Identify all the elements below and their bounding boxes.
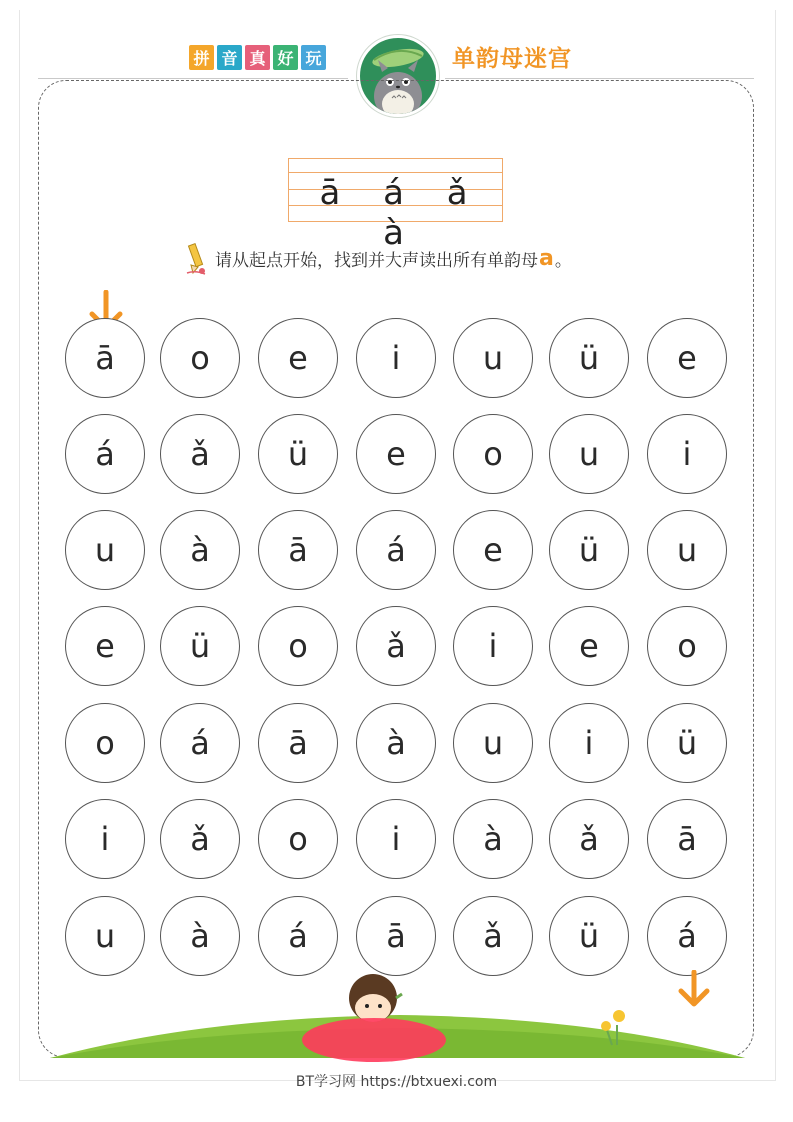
title-badge: 音 — [217, 45, 242, 70]
maze-cell[interactable]: o — [65, 703, 145, 783]
maze-cell[interactable]: u — [453, 703, 533, 783]
maze-cell[interactable]: ü — [647, 703, 727, 783]
maze-cell[interactable]: o — [647, 606, 727, 686]
maze-cell[interactable]: á — [258, 896, 338, 976]
instruction-highlight: a — [539, 245, 554, 271]
page-title: 单韵母迷宫 — [452, 46, 572, 72]
maze-cell[interactable]: o — [453, 414, 533, 494]
footer-url: BT学习网 https://btxuexi.com — [295, 1074, 498, 1090]
instruction-text: 请从起点开始，找到并大声读出所有单韵母 — [215, 250, 538, 271]
maze-cell[interactable]: á — [65, 414, 145, 494]
header-divider-left — [38, 78, 348, 79]
header-badges — [189, 45, 326, 70]
maze-cell[interactable]: ǎ — [453, 896, 533, 976]
maze-cell[interactable]: o — [258, 799, 338, 879]
maze-cell[interactable]: à — [356, 703, 436, 783]
title-badge: 好 — [273, 45, 298, 70]
tone-box — [288, 158, 503, 253]
maze-cell[interactable]: à — [160, 896, 240, 976]
maze-cell[interactable]: e — [258, 318, 338, 398]
maze-cell[interactable]: ǎ — [160, 799, 240, 879]
maze-cell[interactable]: á — [647, 896, 727, 976]
maze-cell[interactable]: ā — [356, 896, 436, 976]
pencil-icon — [183, 240, 209, 276]
maze-cell[interactable]: i — [647, 414, 727, 494]
maze-cell[interactable]: ā — [65, 318, 145, 398]
maze-cell[interactable]: e — [647, 318, 727, 398]
maze-cell[interactable]: ü — [549, 896, 629, 976]
maze-cell[interactable]: ü — [549, 318, 629, 398]
maze-cell[interactable]: u — [65, 510, 145, 590]
maze-cell[interactable]: i — [65, 799, 145, 879]
maze-cell[interactable]: ü — [549, 510, 629, 590]
title-badge: 玩 — [301, 45, 326, 70]
instruction-end: 。 — [554, 250, 572, 271]
maze-cell[interactable]: i — [453, 606, 533, 686]
instruction — [183, 240, 572, 276]
maze-cell[interactable]: ǎ — [356, 606, 436, 686]
maze-cell[interactable]: e — [549, 606, 629, 686]
end-arrow-icon — [676, 970, 712, 1008]
maze-cell[interactable]: ā — [647, 799, 727, 879]
maze-cell[interactable]: à — [160, 510, 240, 590]
maze-cell[interactable]: á — [160, 703, 240, 783]
maze-cell[interactable]: u — [647, 510, 727, 590]
maze-cell[interactable]: à — [453, 799, 533, 879]
maze-cell[interactable]: i — [549, 703, 629, 783]
maze-cell[interactable]: e — [65, 606, 145, 686]
maze-cell[interactable]: ǎ — [549, 799, 629, 879]
maze-cell[interactable]: ǎ — [160, 414, 240, 494]
title-badge: 拼 — [189, 45, 214, 70]
maze-cell[interactable]: ā — [258, 703, 338, 783]
header-divider-right — [445, 78, 754, 79]
maze-cell[interactable]: ü — [258, 414, 338, 494]
maze-cell[interactable]: i — [356, 318, 436, 398]
maze-cell[interactable]: u — [549, 414, 629, 494]
maze-cell[interactable]: e — [356, 414, 436, 494]
maze-cell[interactable]: o — [160, 318, 240, 398]
maze-cell[interactable]: á — [356, 510, 436, 590]
maze-cell[interactable]: e — [453, 510, 533, 590]
title-badge: 真 — [245, 45, 270, 70]
maze-cell[interactable]: u — [453, 318, 533, 398]
maze-cell[interactable]: ü — [160, 606, 240, 686]
maze-cell[interactable]: ā — [258, 510, 338, 590]
tone-letters: ā á ǎ à — [319, 173, 484, 253]
maze-cell[interactable]: i — [356, 799, 436, 879]
maze-cell[interactable]: u — [65, 896, 145, 976]
maze-cell[interactable]: o — [258, 606, 338, 686]
